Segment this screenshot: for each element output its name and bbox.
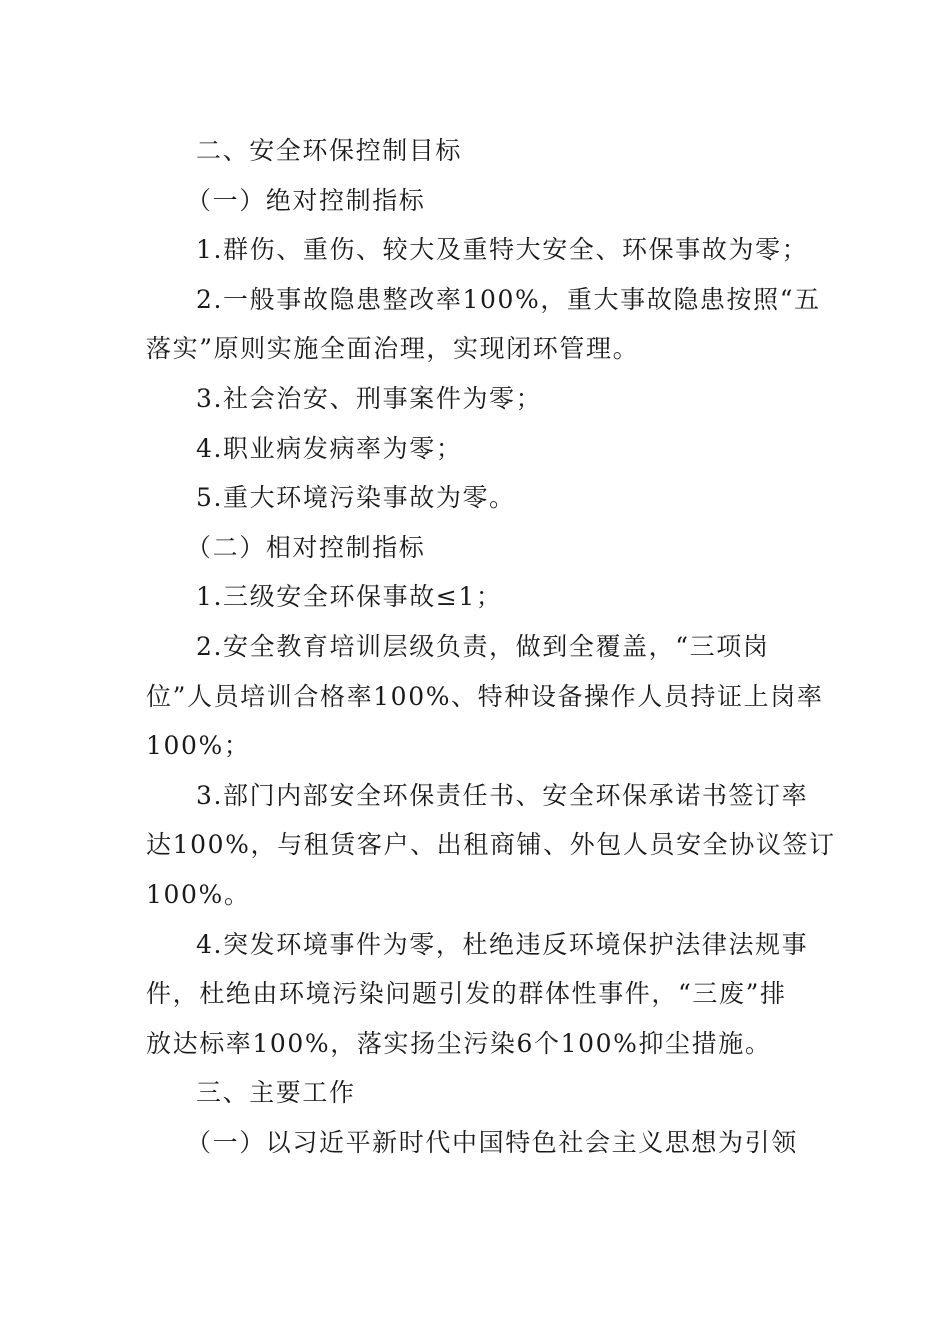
paragraph-line: 件，杜绝由环境污染问题引发的群体性事件，“三废”排 xyxy=(146,979,787,1009)
paragraph-line: 4.突发环境事件为零，杜绝违反环境保护法律法规事 xyxy=(196,929,809,959)
paragraph-line: 放达标率100%，落实扬尘污染6个100%抑尘措施。 xyxy=(146,1028,772,1058)
paragraph-line: 落实”原则实施全面治理，实现闭环管理。 xyxy=(146,334,640,364)
paragraph-line: 3.部门内部安全环保责任书、安全环保承诺书签订率 xyxy=(196,780,809,810)
paragraph-line: 1.三级安全环保事故≤1； xyxy=(196,582,503,612)
section-heading-2: 二、安全环保控制目标 xyxy=(196,136,463,165)
section-heading-3: 三、主要工作 xyxy=(196,1078,356,1108)
paragraph-line: 4.职业病发病率为零； xyxy=(196,433,463,463)
paragraph-line: 5.重大环境污染事故为零。 xyxy=(196,483,516,513)
paragraph-line: 达100%，与租赁客户、出租商铺、外包人员安全协议签订 xyxy=(146,830,836,860)
paragraph-line: 2.安全教育培训层级负责，做到全覆盖，“三项岗 xyxy=(196,631,770,661)
paragraph-line: 3.社会治安、刑事案件为零； xyxy=(196,383,543,413)
paragraph-line: 100%。 xyxy=(146,879,251,909)
paragraph-line: 2.一般事故隐患整改率100%，重大事故隐患按照“五 xyxy=(196,284,821,314)
paragraph-line: 100%； xyxy=(146,731,251,761)
paragraph-line: 位”人员培训合格率100%、特种设备操作人员持证上岗率 xyxy=(146,681,824,711)
paragraph-line: 1.群伤、重伤、较大及重特大安全、环保事故为零； xyxy=(196,235,809,265)
subsection-heading-absolute: （一）绝对控制指标 xyxy=(186,185,426,215)
document-body xyxy=(146,126,836,1167)
subsection-heading-guidance: （一）以习近平新时代中国特色社会主义思想为引领 xyxy=(186,1127,798,1157)
subsection-heading-relative: （二）相对控制指标 xyxy=(186,532,426,562)
